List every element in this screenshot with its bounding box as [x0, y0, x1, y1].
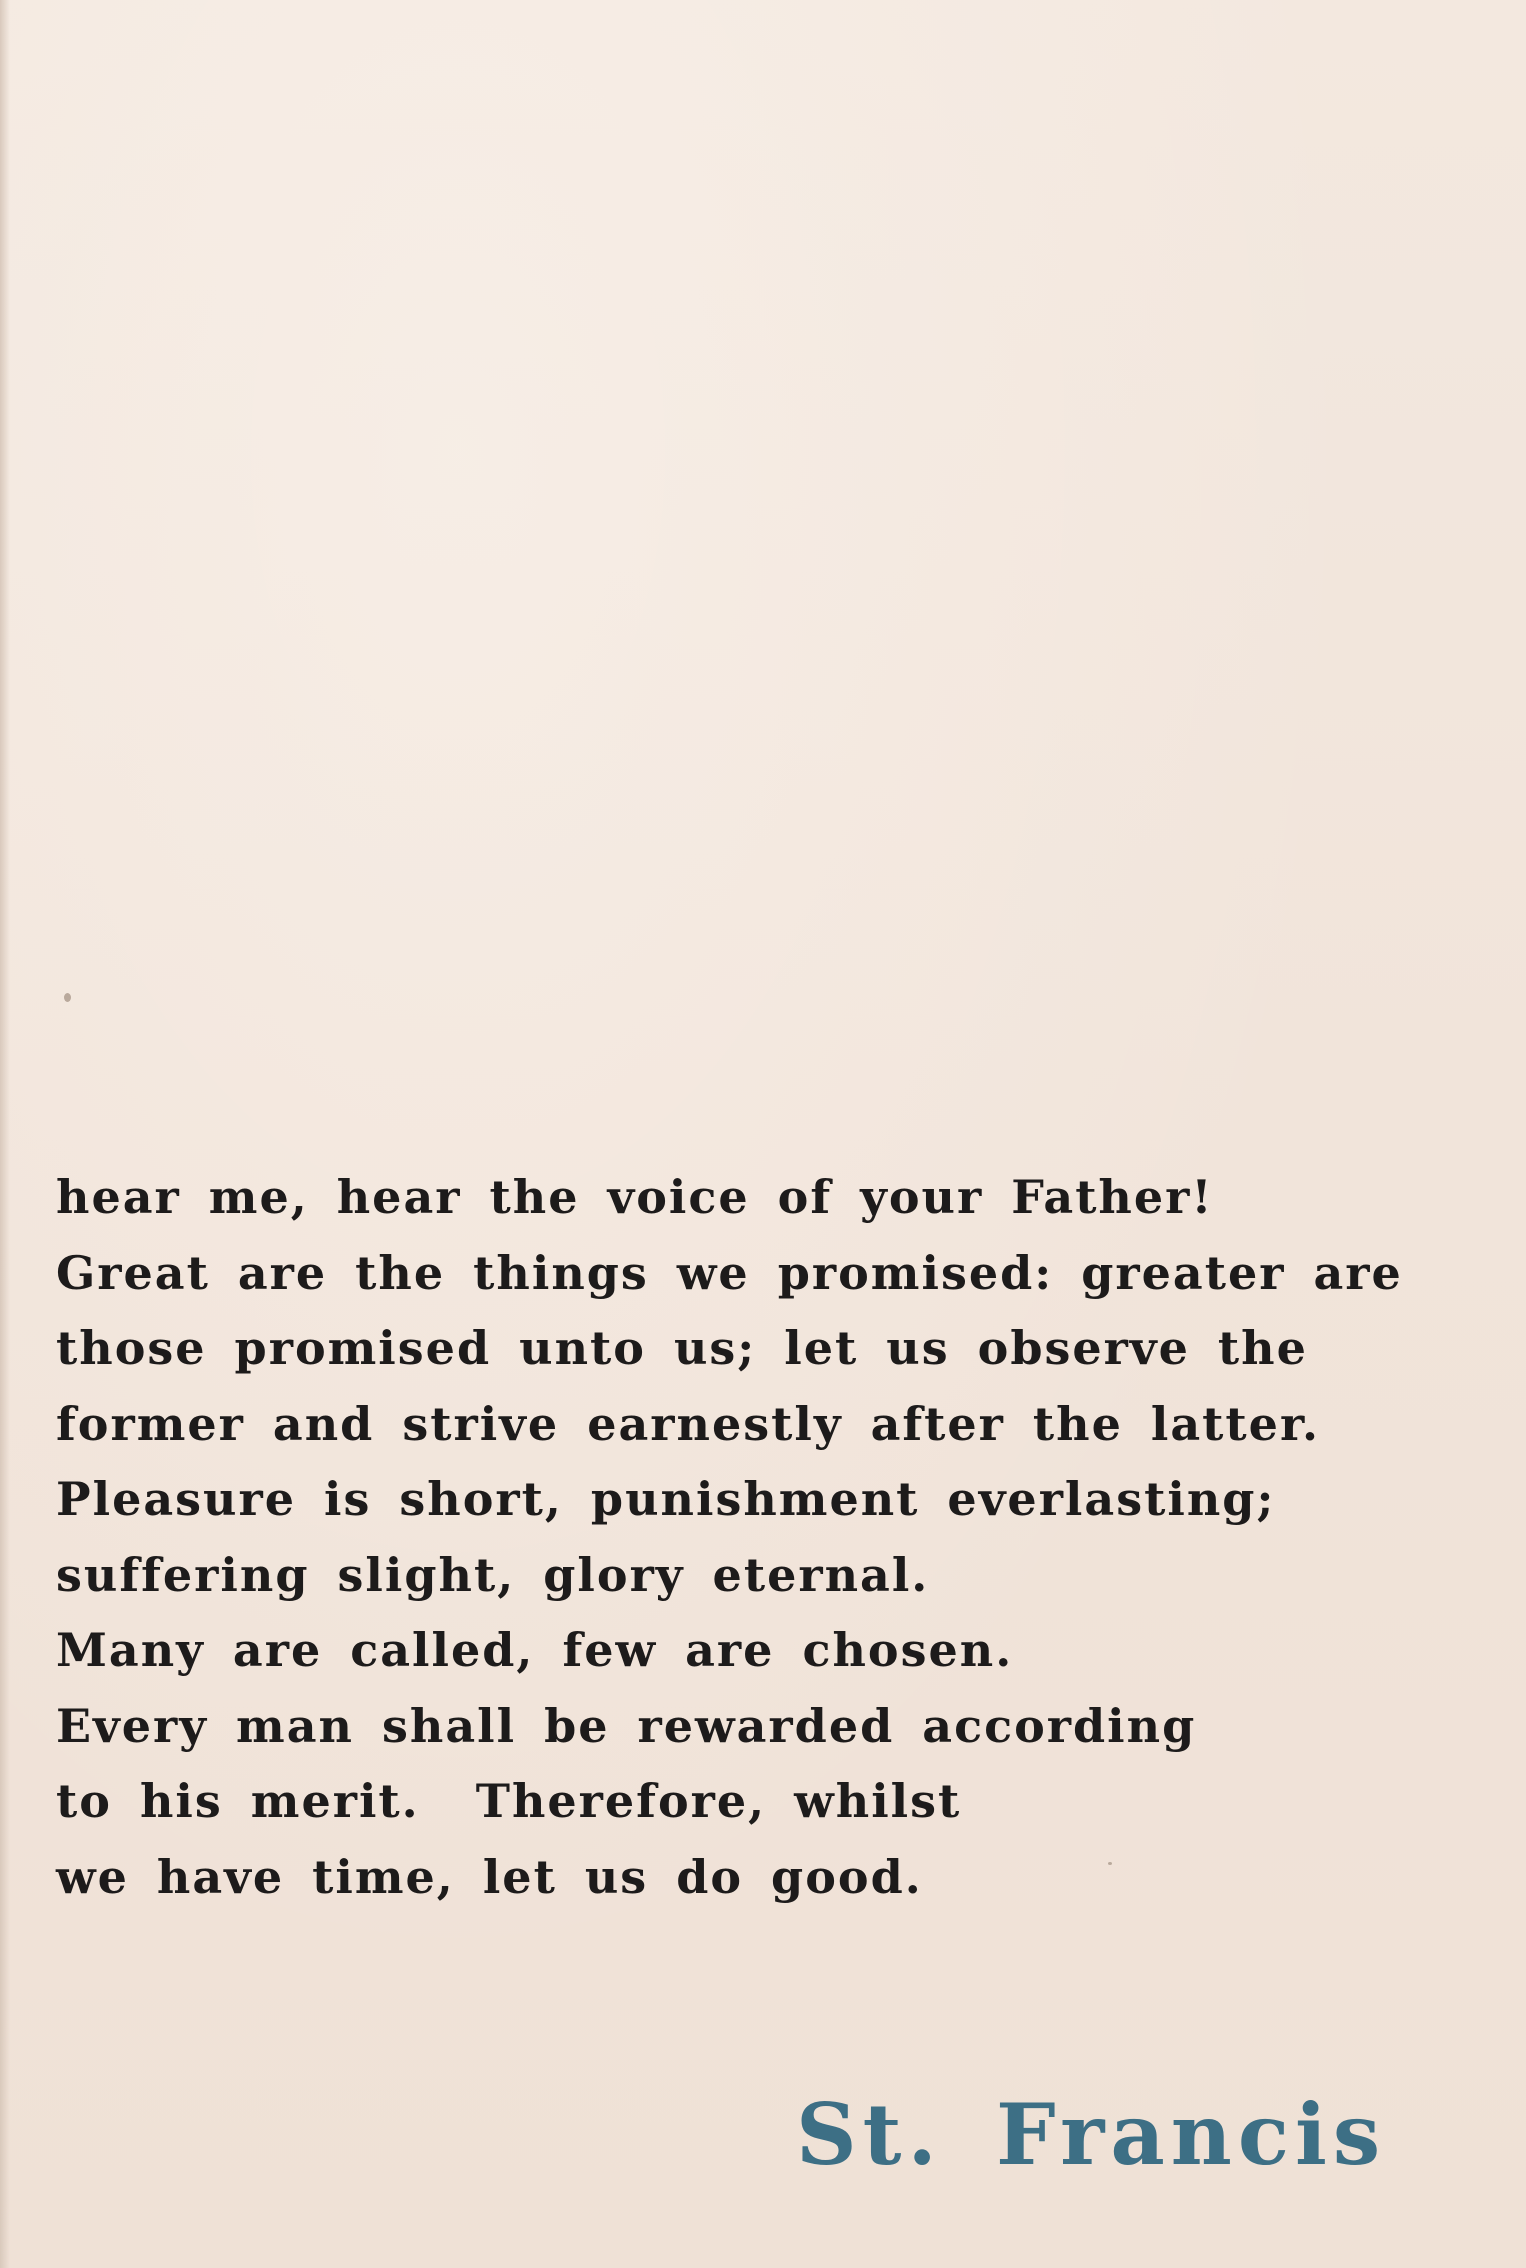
poem-line: to his merit. Therefore, whilst [56, 1774, 962, 1828]
poem-line: former and strive earnestly after the latter. [56, 1396, 1320, 1451]
signature-st-francis: St. Francis [796, 2085, 1387, 2184]
poem-line: suffering slight, glory eternal. [56, 1547, 930, 1602]
page-edge [0, 0, 10, 2268]
poem-line: those promised unto us; let us observe the [56, 1321, 1308, 1375]
poem-line: Great are the things we promised: greater are [56, 1245, 1403, 1300]
poem-line: Many are called, few are chosen. [56, 1623, 1014, 1677]
poem-line: we have time, let us do good. [56, 1849, 923, 1904]
poem-line: hear me, hear the voice of your Father! [56, 1170, 1214, 1224]
poem-line: Pleasure is short, punishment everlasting; [56, 1472, 1276, 1526]
poem-line: Every man shall be rewarded according [56, 1698, 1197, 1753]
poem-text [56, 1160, 1496, 1915]
paper-speck [64, 993, 71, 1002]
